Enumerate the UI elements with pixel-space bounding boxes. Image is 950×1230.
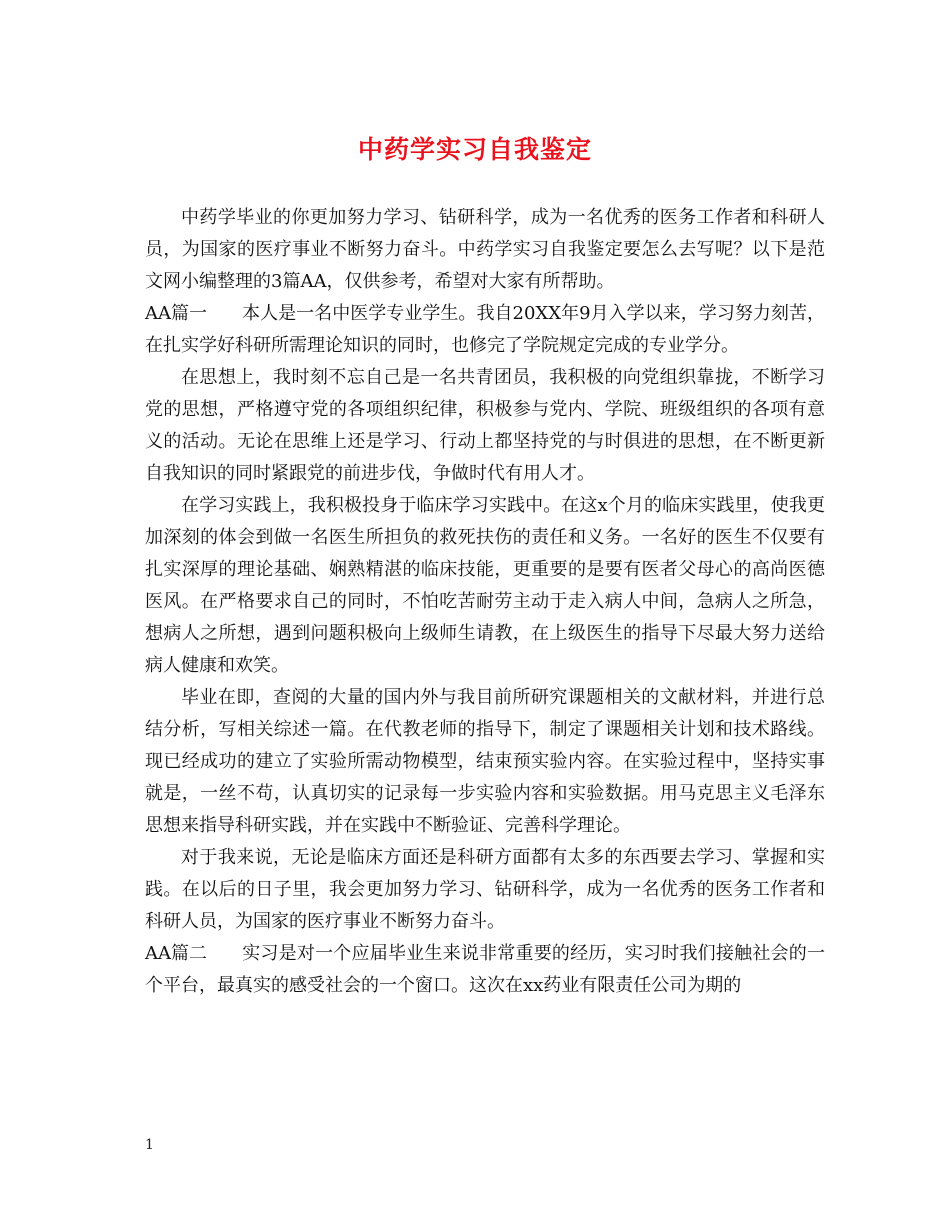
intro-paragraph: 中药学毕业的你更加努力学习、钻研科学，成为一名优秀的医务工作者和科研人员，为国家的医疗事业不断努力奋斗。中药学实习自我鉴定要怎么去写呢？以下是范文网小编整理的3篇AA，仅供参考，希望对大家有所帮助。 bbox=[145, 207, 825, 292]
document-body bbox=[145, 202, 825, 1002]
graduation-paragraph: 毕业在即，查阅的大量的国内外与我目前所研究课题相关的文献材料，并进行总结分析，写相关综述一篇。在代教老师的指导下，制定了课题相关计划和技术路线。现已经成功的建立了实验所需动物模型，结束预实验内容。在实验过程中，坚持实事就是，一丝不苟，认真切实的记录每一步实验内容和实验数据。用马克思主义毛泽东思想来指导科研实践，并在实践中不断验证、完善科学理论。 bbox=[145, 687, 825, 836]
section-two-paragraph bbox=[145, 938, 825, 1002]
section-one-label: AA篇一 bbox=[145, 303, 207, 324]
section-two-label: AA篇二 bbox=[145, 943, 207, 964]
document-title: 中药学实习自我鉴定 bbox=[357, 135, 592, 164]
section-one-text: 本人是一名中医学专业学生。我自20XX年9月入学以来，学习努力刻苦，在扎实学好科研所需理论知识的同时，也修完了学院规定完成的专业学分。 bbox=[145, 303, 825, 356]
section-one-paragraph bbox=[145, 298, 825, 362]
thought-paragraph: 在思想上，我时刻不忘自己是一名共青团员，我积极的向党组织靠拢，不断学习党的思想，严格遵守党的各项组织纪律，积极参与党内、学院、班级组织的各项有意义的活动。无论在思维上还是学习、行动上都坚持党的与时俱进的思想，在不断更新自我知识的同时紧跟党的前进步伐，争做时代有用人才。 bbox=[145, 367, 825, 484]
page-number: 1 bbox=[145, 1137, 154, 1153]
section-two-text: 实习是对一个应届毕业生来说非常重要的经历，实习时我们接触社会的一个平台，最真实的感受社会的一个窗口。这次在xx药业有限责任公司为期的 bbox=[145, 943, 825, 996]
practice-paragraph: 在学习实践上，我积极投身于临床学习实践中。在这x个月的临床实践里，使我更加深刻的体会到做一名医生所担负的救死扶伤的责任和义务。一名好的医生不仅要有扎实深厚的理论基础、娴熟精湛的临床技能，更重要的是要有医者父母心的高尚医德医风。在严格要求自己的同时，不怕吃苦耐劳主动于走入病人中间，急病人之所急，想病人之所想，遇到问题积极向上级师生请教，在上级医生的指导下尽最大努力送给病人健康和欢笑。 bbox=[145, 495, 825, 676]
conclusion-paragraph: 对于我来说，无论是临床方面还是科研方面都有太多的东西要去学习、掌握和实践。在以后的日子里，我会更加努力学习、钻研科学，成为一名优秀的医务工作者和科研人员，为国家的医疗事业不断努力奋斗。 bbox=[145, 847, 825, 932]
